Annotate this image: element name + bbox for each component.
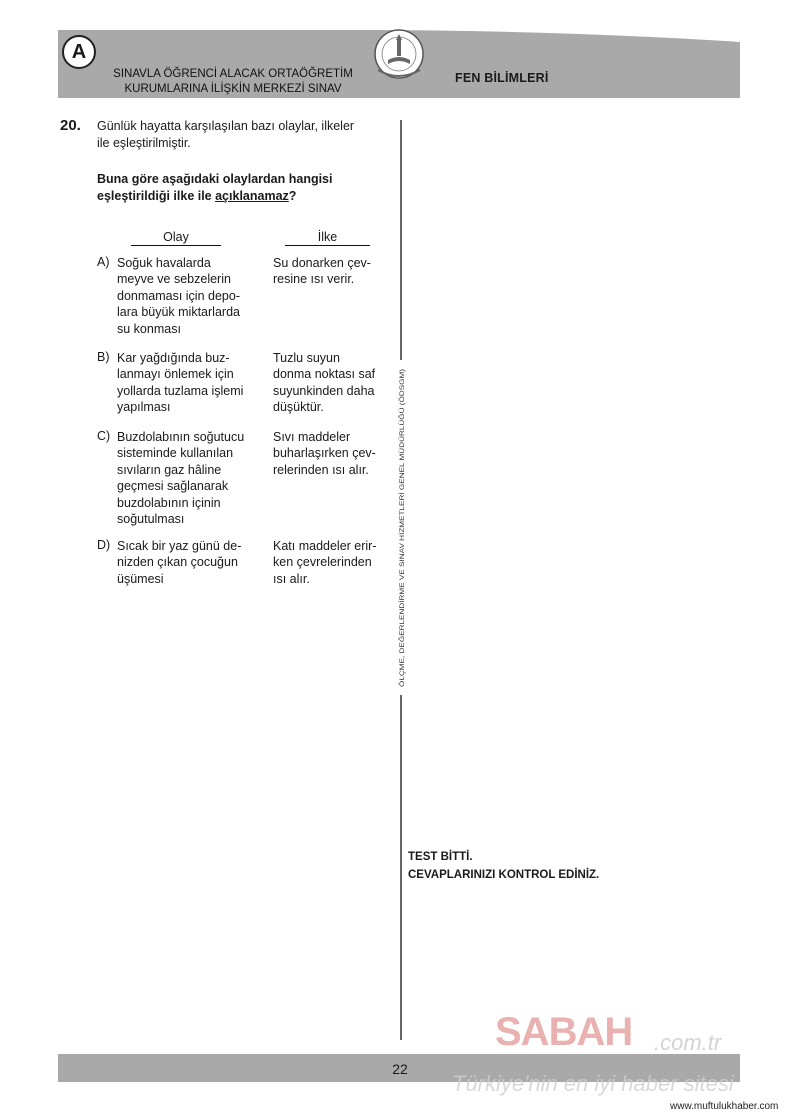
check-answers-note: CEVAPLARINIZI KONTROL EDİNİZ. bbox=[408, 869, 600, 881]
option-d-olay bbox=[117, 538, 267, 587]
option-a-ilke bbox=[273, 255, 391, 288]
question-number: 20. bbox=[60, 117, 81, 134]
exam-title-line-2: KURUMLARINA İLİŞKİN MERKEZİ SINAV bbox=[124, 83, 342, 95]
side-note-text: ÖLÇME, DEĞERLENDİRME VE SINAV HİZMETLERİ GENEL MÜDÜRLÜĞÜ (ÖDSGM) bbox=[399, 441, 406, 687]
option-d-ilke-line: ken çevrelerinden bbox=[273, 555, 372, 570]
ministry-side-note bbox=[393, 365, 409, 690]
option-c-ilke bbox=[273, 429, 391, 478]
option-b-olay-line: yollarda tuzlama işlemi bbox=[117, 383, 244, 398]
option-b-ilke-line: suyunkinden daha bbox=[273, 383, 375, 398]
option-c-olay-line: sisteminde kullanılan bbox=[117, 446, 234, 461]
option-b-olay-line: yapılması bbox=[117, 400, 171, 415]
option-d-letter: D) bbox=[97, 538, 111, 552]
option-c-olay bbox=[117, 429, 267, 527]
option-c-ilke-line: buharlaşırken çev- bbox=[273, 446, 376, 461]
option-b-ilke-line: düşüktür. bbox=[273, 400, 324, 415]
subject-title: FEN BİLİMLERİ bbox=[455, 71, 549, 85]
column-header-ilke bbox=[285, 230, 370, 246]
page-number: 22 bbox=[392, 1061, 408, 1077]
test-end-note: TEST BİTTİ. bbox=[408, 851, 473, 863]
option-b-olay-line: lanmayı önlemek için bbox=[117, 367, 234, 382]
option-a-olay-line: meyve ve sebzelerin bbox=[117, 272, 231, 287]
option-c-olay-line: sıvıların gaz hâline bbox=[117, 462, 222, 477]
question-intro-line-2: ile eşleştirilmiştir. bbox=[97, 136, 191, 150]
option-b-letter: B) bbox=[97, 350, 110, 364]
option-b-olay-line: Kar yağdığında buz- bbox=[117, 351, 230, 365]
option-b-ilke-line: Tuzlu suyun bbox=[273, 351, 340, 365]
option-c-olay-line: Buzdolabının soğutucu bbox=[117, 430, 245, 444]
option-d-ilke bbox=[273, 538, 391, 587]
option-d-olay-line: Sıcak bir yaz günü de- bbox=[117, 539, 242, 553]
option-c-ilke-line: Sıvı maddeler bbox=[273, 430, 351, 444]
column-header-ilke-label: İlke bbox=[285, 230, 370, 246]
question-stem-line-1: Buna göre aşağıdaki olaylardan hangisi bbox=[97, 172, 333, 186]
option-b-olay bbox=[117, 350, 267, 416]
stem-underlined-word: açıklanamaz bbox=[215, 189, 289, 203]
column-divider-bottom bbox=[400, 695, 402, 1040]
option-a-olay-line: Soğuk havalarda bbox=[117, 256, 211, 270]
sabah-watermark-logo: SABAH bbox=[495, 1010, 633, 1054]
question-stem-line-2 bbox=[97, 188, 387, 205]
option-c-ilke-line: relerinden ısı alır. bbox=[273, 462, 369, 477]
option-b-ilke-line: donma noktası saf bbox=[273, 367, 376, 382]
option-c-olay-line: soğutulması bbox=[117, 512, 185, 527]
exam-title-line-1: SINAVLA ÖĞRENCİ ALACAK ORTAÖĞRETİM bbox=[113, 68, 353, 80]
option-a-olay-line: lara büyük miktarlarda bbox=[117, 305, 240, 320]
stem-prefix: eşleştirildiği ilke ile bbox=[97, 189, 216, 203]
question-stem bbox=[97, 171, 387, 205]
column-divider-top bbox=[400, 120, 402, 360]
option-d-olay-line: nizden çıkan çocuğun bbox=[117, 555, 238, 570]
option-d-ilke-line: ısı alır. bbox=[273, 571, 310, 586]
column-header-olay-label: Olay bbox=[131, 230, 221, 246]
question-intro-line-1: Günlük hayatta karşılaşılan bazı olaylar, ilkeler bbox=[97, 119, 355, 133]
option-c-letter: C) bbox=[97, 429, 111, 443]
source-url-watermark: www.muftulukhaber.com bbox=[670, 1101, 779, 1112]
column-header-olay bbox=[131, 230, 221, 246]
option-b-ilke bbox=[273, 350, 391, 416]
option-c-olay-line: geçmesi sağlanarak bbox=[117, 479, 229, 494]
option-a-olay-line: donmaması için depo- bbox=[117, 288, 240, 303]
sabah-watermark-domain: .com.tr bbox=[654, 1030, 722, 1055]
option-d-ilke-line: Katı maddeler erir- bbox=[273, 539, 377, 553]
option-a-ilke-line: Su donarken çev- bbox=[273, 256, 371, 270]
exam-title bbox=[108, 67, 358, 97]
option-a-letter: A) bbox=[97, 255, 110, 269]
option-a-ilke-line: resine ısı verir. bbox=[273, 272, 355, 287]
booklet-letter-badge: A bbox=[62, 35, 96, 69]
sabah-watermark-slogan: Türkiye'nin en iyi haber sitesi bbox=[452, 1071, 734, 1096]
option-c-olay-line: buzdolabının içinin bbox=[117, 495, 221, 510]
option-a-olay-line: su konması bbox=[117, 321, 181, 336]
ministry-seal-icon bbox=[366, 26, 432, 82]
option-d-olay-line: üşümesi bbox=[117, 571, 164, 586]
stem-suffix: ? bbox=[288, 189, 297, 203]
option-a-olay bbox=[117, 255, 267, 337]
question-intro bbox=[97, 118, 387, 152]
